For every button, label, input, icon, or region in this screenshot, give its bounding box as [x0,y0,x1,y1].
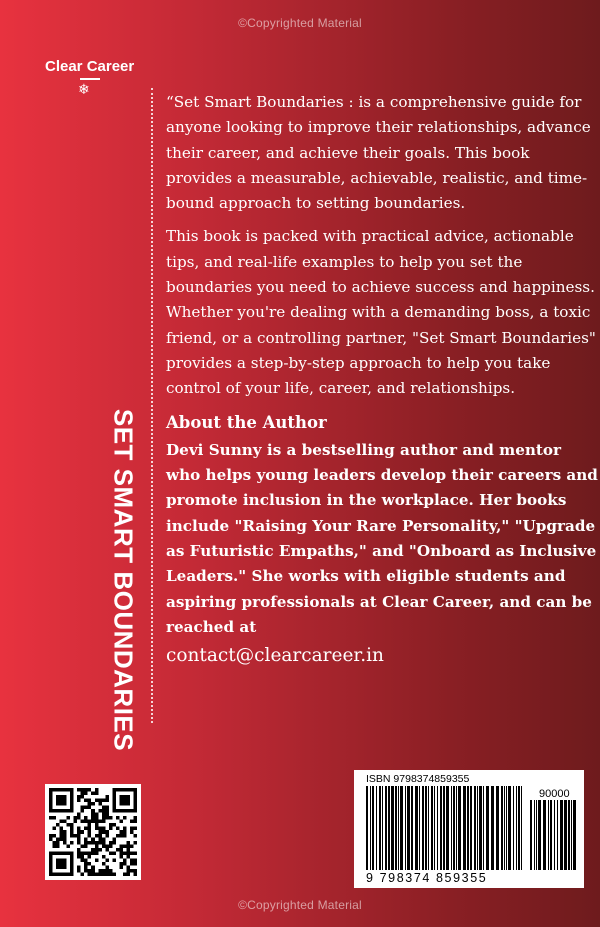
isbn-barcode-panel [354,770,584,888]
blurb-column [166,90,598,669]
author-email: contact@clearcareer.in [166,645,384,667]
about-author-text: Devi Sunny is a bestselling author and mentor who helps young leaders develop their careers and promote inclusion in the workplace. Her books include "Raising Your Rare Personality," "Upgrade as Futuristic Empaths," and "Onboard as Inclusive Leaders." She works with eligible students and aspiring professionals at Clear Career, and can be reached at [166,440,598,636]
brand-underline [80,78,100,80]
about-author-heading: About the Author [166,412,327,432]
dotted-divider [151,88,153,723]
isbn-digits: 9 798374 859355 [366,871,488,885]
qr-code [45,784,141,880]
isbn-label: ISBN 9798374859355 [366,773,470,785]
copyright-watermark-bottom: ©Copyrighted Material [238,898,362,912]
ean13-barcode [366,786,526,870]
description-paragraph-1: “Set Smart Boundaries : is a comprehensive guide for anyone looking to improve their relationships, advance their career, and achieve their goals. This book provides a measurable, achievable, realistic, and time-bound approach to setting boundaries. [166,93,591,213]
spine-title: SET SMART BOUNDARIES [108,408,139,752]
addon-barcode [530,800,576,870]
copyright-watermark-top: ©Copyrighted Material [238,16,362,30]
price-code: 90000 [539,788,570,800]
snowflake-icon: ❄ [78,82,90,98]
description-paragraph-2: This book is packed with practical advice, actionable tips, and real-life examples to help you set the boundaries you need to achieve success and happiness. Whether you're dealing with a demanding boss, a toxic friend, or a controlling partner, "Set Smart Boundaries" provides a step-by-step approach to help you take control of your life, career, and relationships. [166,227,596,398]
publisher-brand: Clear Career [45,58,135,75]
